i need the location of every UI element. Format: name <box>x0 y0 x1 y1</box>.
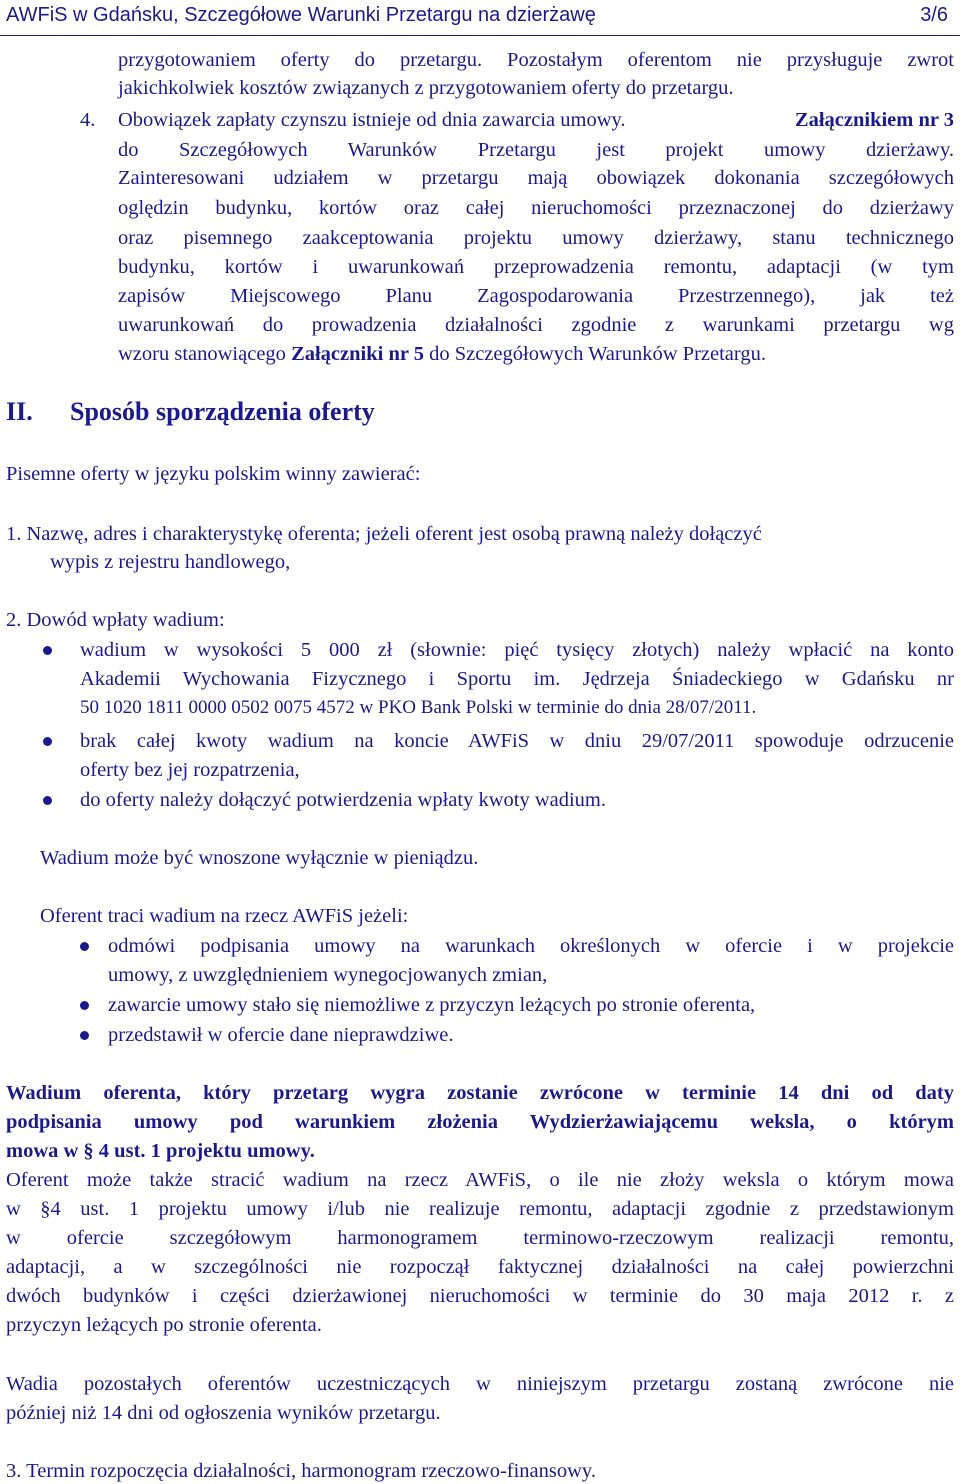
text-line: zapisów Miejscowego Planu Zagospodarowania Przestrzennego), jak też <box>118 285 954 307</box>
text-line: Obowiązek zapłaty czynszu istnieje od dnia zawarcia umowy. <box>118 109 626 131</box>
text-span: do Szczegółowych Warunków Przetargu. <box>429 343 766 365</box>
bullet-icon <box>43 796 52 805</box>
page-number: 3/6 <box>920 4 948 26</box>
text-line: w §4 ust. 1 projektu umowy i/lub nie realizuje remontu, adaptacji zgodnie z przedstawionym <box>6 1198 954 1220</box>
text-line: budynku, kortów i uwarunkowań przeprowadzenia remontu, adaptacji (w tym <box>118 256 954 278</box>
page-header <box>0 0 960 36</box>
text-line: w ofercie szczegółowym harmonogramem terminowo-rzeczowym realizacji remontu, <box>6 1227 954 1249</box>
text-line: umowy, z uwzględnieniem wynegocjowanych zmian, <box>108 964 548 986</box>
text-line: odmówi podpisania umowy na warunkach określonych w ofercie i w projekcie <box>108 935 954 957</box>
text-line: dwóch budynków i części dzierżawionej nieruchomości w terminie do 30 maja 2012 r. z <box>6 1285 954 1307</box>
text-line: jakichkolwiek kosztów związanych z przygotowaniem oferty do przetargu. <box>118 77 734 99</box>
section-number: II. <box>6 397 33 426</box>
text-line-bold: mowa w § 4 ust. 1 projektu umowy. <box>6 1140 315 1162</box>
text-line: Wadia pozostałych oferentów uczestniczących w niniejszym przetargu zostaną zwrócone nie <box>6 1373 954 1395</box>
text-span: wzoru stanowiącego <box>118 343 286 365</box>
list-item: 2. Dowód wpłaty wadium: <box>6 609 225 631</box>
header-rule <box>0 35 960 36</box>
list-item: 1. Nazwę, adres i charakterystykę oferenta; jeżeli oferent jest osobą prawną należy dołączyć <box>6 523 762 545</box>
text-line: Zainteresowani udziałem w przetargu mają obowiązek dokonania szczegółowych <box>118 167 954 189</box>
text-line: Akademii Wychowania Fizycznego i Sportu im. Jędrzeja Śniadeckiego w Gdańsku nr <box>80 668 954 690</box>
text-line: wypis z rejestru handlowego, <box>50 551 291 573</box>
text-line: później niż 14 dni od ogłoszenia wyników przetargu. <box>6 1402 441 1424</box>
text-line: do oferty należy dołączyć potwierdzenia wpłaty kwoty wadium. <box>80 789 606 811</box>
bullet-icon <box>80 1001 89 1010</box>
text-line-bold: Załącznikiem nr 3 <box>794 109 954 131</box>
text-line: zawarcie umowy stało się niemożliwe z przyczyn leżących po stronie oferenta, <box>108 994 756 1016</box>
text-line: oględzin budynku, kortów oraz całej nieruchomości przeznaczonej do dzierżawy <box>118 197 954 219</box>
document-title: AWFiS w Gdańsku, Szczegółowe Warunki Przetargu na dzierżawę <box>6 4 596 26</box>
text-line: wadium w wysokości 5 000 zł (słownie: pięć tysięcy złotych) należy wpłacić na konto <box>80 639 954 661</box>
text-line: oferty bez jej rozpatrzenia, <box>80 759 300 781</box>
text-line-bold: Wadium oferenta, który przetarg wygra zostanie zwrócone w terminie 14 dni od daty <box>6 1082 954 1104</box>
text-line: przyczyn leżących po stronie oferenta. <box>6 1314 322 1336</box>
list-item: 3. Termin rozpoczęcia działalności, harmonogram rzeczowo-finansowy. <box>6 1460 596 1482</box>
text-line: Wadium może być wnoszone wyłącznie w pieniądzu. <box>40 847 479 869</box>
text-line: do Szczegółowych Warunków Przetargu jest projekt umowy dzierżawy. <box>118 139 954 161</box>
section-title: Sposób sporządzenia oferty <box>70 397 375 426</box>
text-line: Oferent traci wadium na rzecz AWFiS jeżeli: <box>40 905 409 927</box>
text-line <box>118 342 766 366</box>
text-line: przedstawił w ofercie dane nieprawdziwe. <box>108 1024 454 1046</box>
text-line: Pisemne oferty w języku polskim winny zawierać: <box>6 463 421 485</box>
bullet-icon <box>43 737 52 746</box>
text-line: oraz pisemnego zaakceptowania projektu umowy dzierżawy, stanu technicznego <box>118 227 954 249</box>
text-line: brak całej kwoty wadium na koncie AWFiS w dniu 29/07/2011 spowoduje odrzucenie <box>80 730 954 752</box>
bullet-icon <box>80 942 89 951</box>
bullet-icon <box>43 646 52 655</box>
bullet-icon <box>80 1031 89 1040</box>
list-number: 4. <box>80 109 96 131</box>
text-line-bold: podpisania umowy pod warunkiem złożenia Wydzierżawiającemu weksla, o którym <box>6 1111 954 1133</box>
text-line: przygotowaniem oferty do przetargu. Pozostałym oferentom nie przysługuje zwrot <box>118 49 954 71</box>
text-span-bold: Załączniki nr 5 <box>291 343 424 365</box>
list-item <box>118 108 954 132</box>
text-line: Oferent może także stracić wadium na rzecz AWFiS, o ile nie złoży weksla o którym mowa <box>6 1169 954 1191</box>
text-line: 50 1020 1811 0000 0502 0075 4572 w PKO Bank Polski w terminie do dnia 28/07/2011. <box>80 697 757 718</box>
text-line: uwarunkowań do prowadzenia działalności zgodnie z warunkami przetargu wg <box>118 314 954 336</box>
text-line: adaptacji, a w szczególności nie rozpoczął faktycznej działalności na całej powierzchni <box>6 1256 954 1278</box>
